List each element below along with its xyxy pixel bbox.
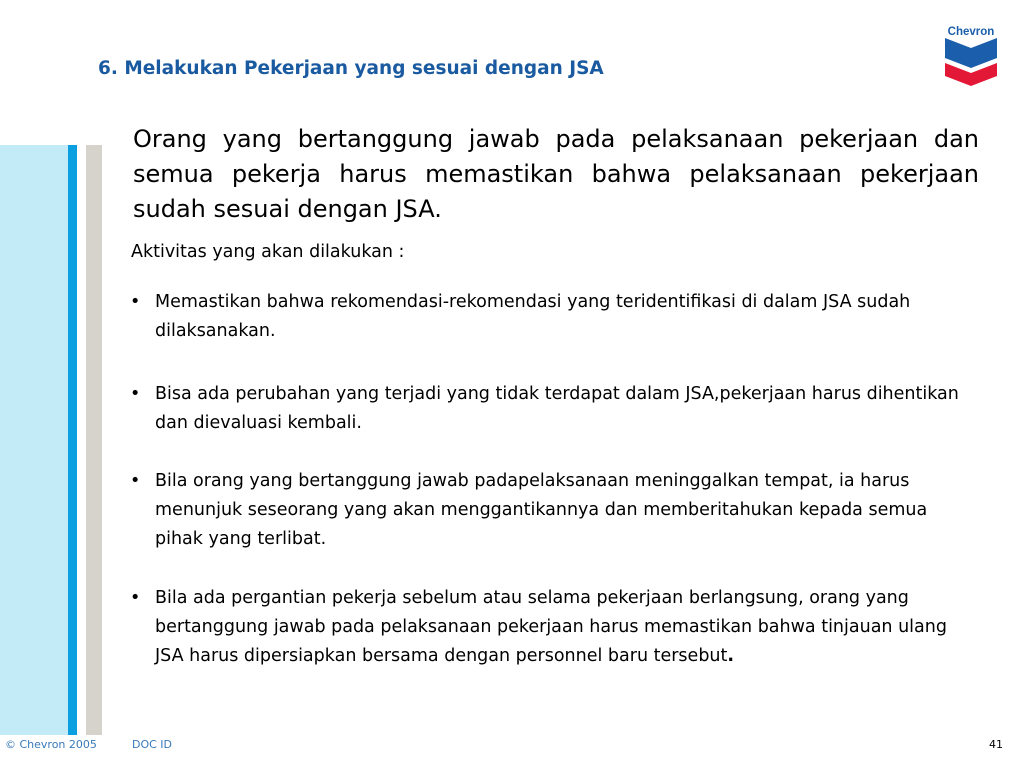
page-number: 41 — [989, 738, 1003, 751]
intro-paragraph: Orang yang bertanggung jawab pada pelaksanaan pekerjaan dan semua pekerja harus memastikan bahwa pelaksanaan pekerjaan sudah sesuai dengan JSA. — [133, 125, 979, 223]
chevron-logo-icon — [942, 24, 1000, 86]
bullet-end-period: . — [727, 646, 735, 666]
list-item — [130, 584, 960, 671]
decorative-bar-blue — [68, 145, 77, 735]
slide-title: 6. Melakukan Pekerjaan yang sesuai dengan JSA — [98, 58, 604, 79]
list-item — [130, 288, 960, 346]
bullet-text: Bila orang yang bertanggung jawab padapelaksanaan meninggalkan tempat, ia harus menunjuk seseorang yang akan menggantikannya dan memberitahukan kepada semua pihak yang terlibat. — [155, 471, 928, 549]
activities-label: Aktivitas yang akan dilakukan : — [131, 242, 405, 262]
bullet-icon: • — [130, 588, 141, 608]
list-item — [130, 467, 960, 554]
list-item — [130, 380, 960, 438]
bullet-icon: • — [130, 471, 141, 491]
decorative-bar-gray — [86, 145, 102, 735]
bullet-icon: • — [130, 384, 141, 404]
footer-copyright: © Chevron 2005 — [5, 738, 97, 751]
bullet-text: Bisa ada perubahan yang terjadi yang tidak terdapat dalam JSA,pekerjaan harus dihentikan dan dievaluasi kembali. — [155, 384, 959, 433]
logo-text: Chevron — [947, 26, 995, 38]
footer-doc-id: DOC ID — [132, 738, 173, 751]
decorative-bar-light — [0, 145, 68, 735]
bullet-text-container — [155, 584, 960, 671]
bullet-icon: • — [130, 292, 141, 312]
bullet-text: Memastikan bahwa rekomendasi-rekomendasi yang teridentifikasi di dalam JSA sudah dilaksanakan. — [155, 292, 911, 341]
bullet-text: Bila ada pergantian pekerja sebelum atau selama pekerjaan berlangsung, orang yang bertanggung jawab pada pelaksanaan pekerjaan harus memastikan bahwa tinjauan ulang JSA harus dipersiapkan bersama dengan personnel baru tersebut — [155, 588, 947, 666]
